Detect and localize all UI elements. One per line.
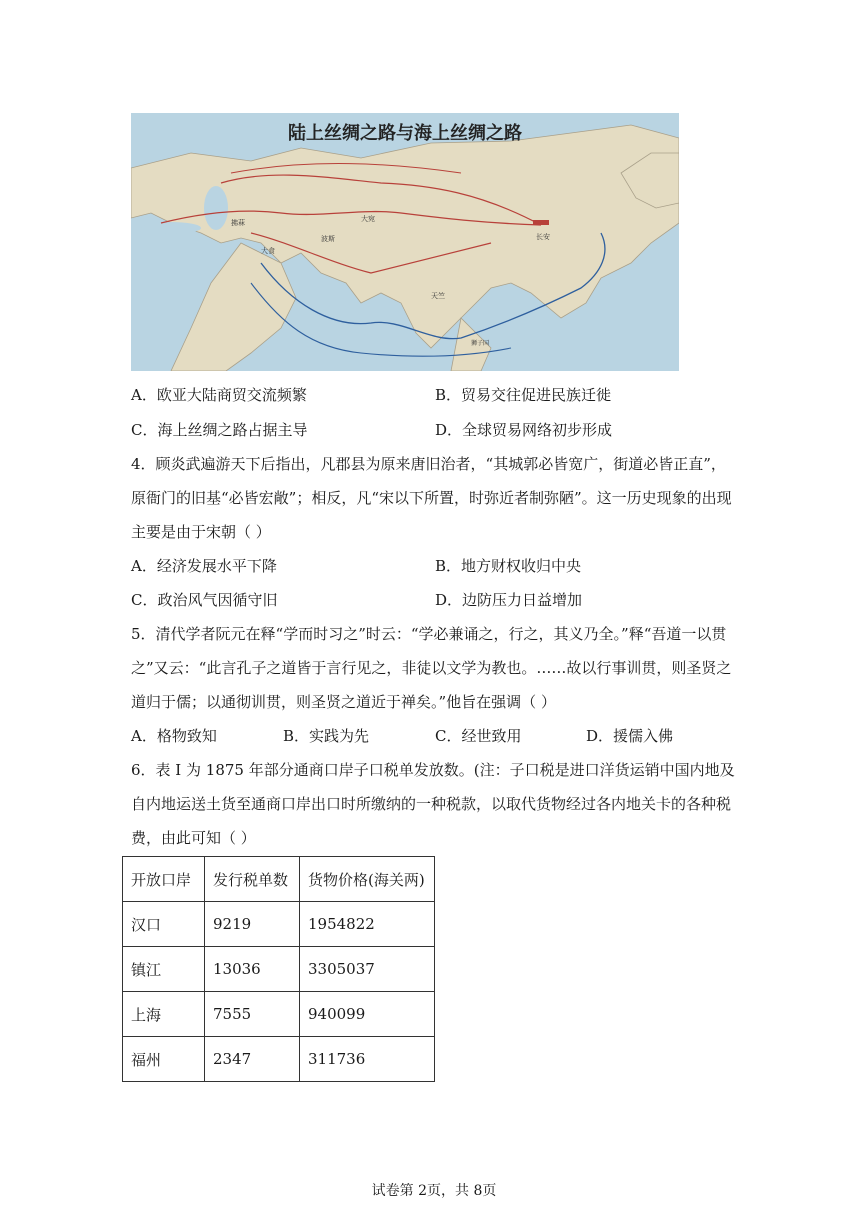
q5-option-b[interactable]: B．实践为先 [283, 727, 370, 745]
map-label: 大宛 [361, 215, 375, 223]
table-header: 货物价格(海关两) [300, 857, 435, 902]
table-cell: 9219 [205, 902, 300, 947]
q5-stem-line: 5．清代学者阮元在释“学而时习之”时云：“学必兼诵之，行之，其义乃全。”释“吾道一以贯 [131, 625, 727, 643]
table-cell: 7555 [205, 992, 300, 1037]
map-label: 天竺 [431, 292, 445, 300]
table-row [123, 1037, 435, 1082]
q5-option-d[interactable]: D．援儒入佛 [586, 727, 674, 745]
table-header: 开放口岸 [123, 857, 205, 902]
map-graphic [131, 113, 679, 371]
page-footer: 试卷第 2页，共 8页 [371, 1183, 497, 1199]
q4-stem-line: 4．顾炎武遍游天下后指出，凡郡县为原来唐旧治者，“其城郭必皆宽广，街道必皆正直”， [131, 455, 726, 473]
table-cell: 311736 [300, 1037, 435, 1082]
q5-option-a[interactable]: A．格物致知 [131, 727, 217, 745]
table-cell: 3305037 [300, 947, 435, 992]
table-cell: 2347 [205, 1037, 300, 1082]
q4-stem-line: 原衙门的旧基“必皆宏敞”；相反，凡“宋以下所置，时弥近者制弥陋”。这一历史现象的出现 [131, 489, 732, 507]
map-label: 拂菻 [231, 219, 245, 227]
table-row [123, 992, 435, 1037]
table-cell: 上海 [123, 992, 205, 1037]
q4-stem-line: 主要是由于宋朝（ ） [131, 523, 271, 541]
table-cell: 汉口 [123, 902, 205, 947]
q3-option-c[interactable]: C．海上丝绸之路占据主导 [131, 421, 308, 439]
q6-stem-line: 自内地运送土货至通商口岸出口时所缴纳的一种税款，以取代货物经过各内地关卡的各种税 [131, 795, 732, 813]
table-cell: 940099 [300, 992, 435, 1037]
q5-stem-line: 道归于儒；以通彻训贯，则圣贤之道近于禅矣。”他旨在强调（ ） [131, 693, 556, 711]
q6-stem-line: 费，由此可知（ ） [131, 829, 256, 847]
table-cell: 13036 [205, 947, 300, 992]
table-header-row [123, 857, 435, 902]
q4-option-c[interactable]: C．政治风气因循守旧 [131, 591, 278, 609]
map-label: 大食 [261, 247, 275, 255]
q5-stem-line: 之”又云：“此言孔子之道皆于言行见之，非徒以文学为教也。……故以行事训贯，则圣贤之 [131, 659, 732, 677]
q4-option-a[interactable]: A．经济发展水平下降 [131, 557, 277, 575]
table-header: 发行税单数 [205, 857, 300, 902]
map-label: 波斯 [321, 235, 335, 243]
data-table [122, 856, 435, 1082]
q3-option-d[interactable]: D．全球贸易网络初步形成 [435, 421, 613, 439]
table-row [123, 947, 435, 992]
q3-option-a[interactable]: A．欧亚大陆商贸交流频繁 [131, 386, 307, 404]
map-label: 狮子国 [471, 340, 490, 347]
map-label: 长安 [536, 233, 550, 241]
map-title: 陆上丝绸之路与海上丝绸之路 [288, 123, 522, 144]
table-cell: 镇江 [123, 947, 205, 992]
silk-road-map [131, 113, 679, 371]
q4-option-b[interactable]: B．地方财权收归中央 [435, 557, 582, 575]
table-row [123, 902, 435, 947]
q4-option-d[interactable]: D．边防压力日益增加 [435, 591, 583, 609]
table-cell: 1954822 [300, 902, 435, 947]
table-cell: 福州 [123, 1037, 205, 1082]
q3-option-b[interactable]: B．贸易交往促进民族迁徙 [435, 386, 612, 404]
q6-stem-line: 6．表 I 为 1875 年部分通商口岸子口税单发放数。(注：子口税是进口洋货运销中国内地及 [131, 761, 735, 779]
q5-option-c[interactable]: C．经世致用 [435, 727, 522, 745]
